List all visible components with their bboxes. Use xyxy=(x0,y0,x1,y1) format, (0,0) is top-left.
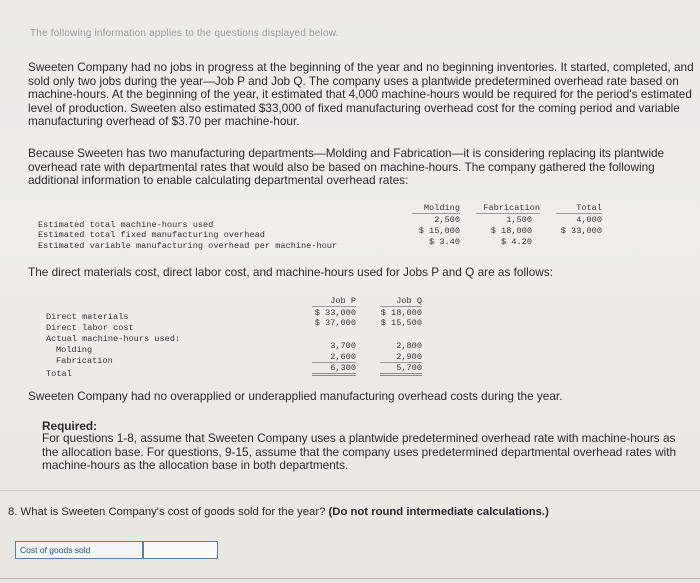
row-label: Estimated variable manufacturing overhead per machine-hour xyxy=(38,241,338,251)
cost-of-goods-sold-label: Cost of goods sold xyxy=(15,541,143,559)
cell: 2,800 xyxy=(396,341,422,351)
col-header-job-p: Job P xyxy=(330,296,356,306)
col-header-total: Total xyxy=(576,203,602,213)
cut-off-header-text: The following information applies to the questions displayed below. xyxy=(30,28,339,39)
cell: $ 18,000 xyxy=(380,308,422,318)
cell: $ 15,500 xyxy=(380,318,422,328)
cell: $ 33,000 xyxy=(560,226,602,236)
intro-paragraph: Sweeten Company had no jobs in progress at the beginning of the year and no beginning inventories. It started, completed, and sold only two jobs during the year—Job P and Job Q. The company uses a plantwide predetermined overhead rate based on machine-hours. At the beginning of the year, it estimated that 4,000 machine-hours would be required for the period's estimated level of production. Sweeten also estimated $33,000 of fixed manufacturing overhead cost for the coming period and variable manufacturing overhead of $3.70 per machine-hour. xyxy=(28,60,694,129)
row-label: Estimated total machine-hours used xyxy=(38,220,214,230)
col-header-job-q: Job Q xyxy=(396,296,422,306)
cell: $ 3.40 xyxy=(429,237,460,247)
header-underline xyxy=(412,213,460,214)
question-note: (Do not round intermediate calculations.) xyxy=(328,506,549,518)
cell: $ 33,000 xyxy=(314,308,356,318)
cell: 3,700 xyxy=(330,341,356,351)
header-underline xyxy=(380,306,422,307)
col-header-fabrication: Fabrication xyxy=(483,203,540,213)
row-label: Fabrication xyxy=(56,356,113,366)
cell: 2,500 xyxy=(434,215,460,225)
row-label: Estimated total fixed manufacturing overhead xyxy=(38,230,265,240)
total-double-underline xyxy=(312,373,356,376)
cell: 2,600 xyxy=(330,352,356,362)
col-header-molding: Molding xyxy=(423,203,460,213)
bottom-border xyxy=(0,578,700,579)
cell: $ 18,000 xyxy=(490,226,532,236)
cell: 6,300 xyxy=(330,363,356,373)
total-double-underline xyxy=(380,373,422,376)
divider xyxy=(0,490,700,491)
row-label: Direct materials xyxy=(46,312,129,322)
cell: $ 4.20 xyxy=(501,237,532,247)
department-paragraph: Because Sweeten has two manufacturing departments—Molding and Fabrication—it is considering replacing its plantwide overhead rate with departmental rates that would also be based on machine-hours. The company gathered the following additional information to enable calculating departmental overhead rates: xyxy=(28,146,665,188)
header-underline xyxy=(476,213,540,214)
row-label: Actual machine-hours used: xyxy=(46,334,181,344)
cell: 2,900 xyxy=(396,352,422,362)
jobs-intro: The direct materials cost, direct labor cost, and machine-hours used for Jobs P and Q are as follows: xyxy=(28,265,553,279)
cell: 1,500 xyxy=(506,215,532,225)
required-title: Required: xyxy=(42,419,98,433)
cell: 5,700 xyxy=(396,363,422,373)
header-underline xyxy=(556,213,602,214)
cell: $ 37,000 xyxy=(314,318,356,328)
row-label: Molding xyxy=(56,345,93,355)
required-text: For questions 1-8, assume that Sweeten Company uses a plantwide predetermined overhead rate with machine-hours as the allocation base. For questions, 9-15, assume that the company uses predetermined departmental overhead rates with machine-hours as the allocation base in both departments. xyxy=(42,431,677,473)
header-underline xyxy=(312,306,356,307)
question-8 xyxy=(8,506,676,520)
no-overapplied-note: Sweeten Company had no overapplied or underapplied manufacturing overhead costs during the year. xyxy=(28,389,563,403)
row-label: Direct labor cost xyxy=(46,323,134,333)
cost-of-goods-sold-input[interactable] xyxy=(143,541,218,559)
row-label: Total xyxy=(46,369,72,379)
cell: 4,000 xyxy=(576,215,602,225)
question-text: 8. What is Sweeten Company's cost of goods sold for the year? xyxy=(8,506,326,518)
cell: $ 15,000 xyxy=(418,226,460,236)
